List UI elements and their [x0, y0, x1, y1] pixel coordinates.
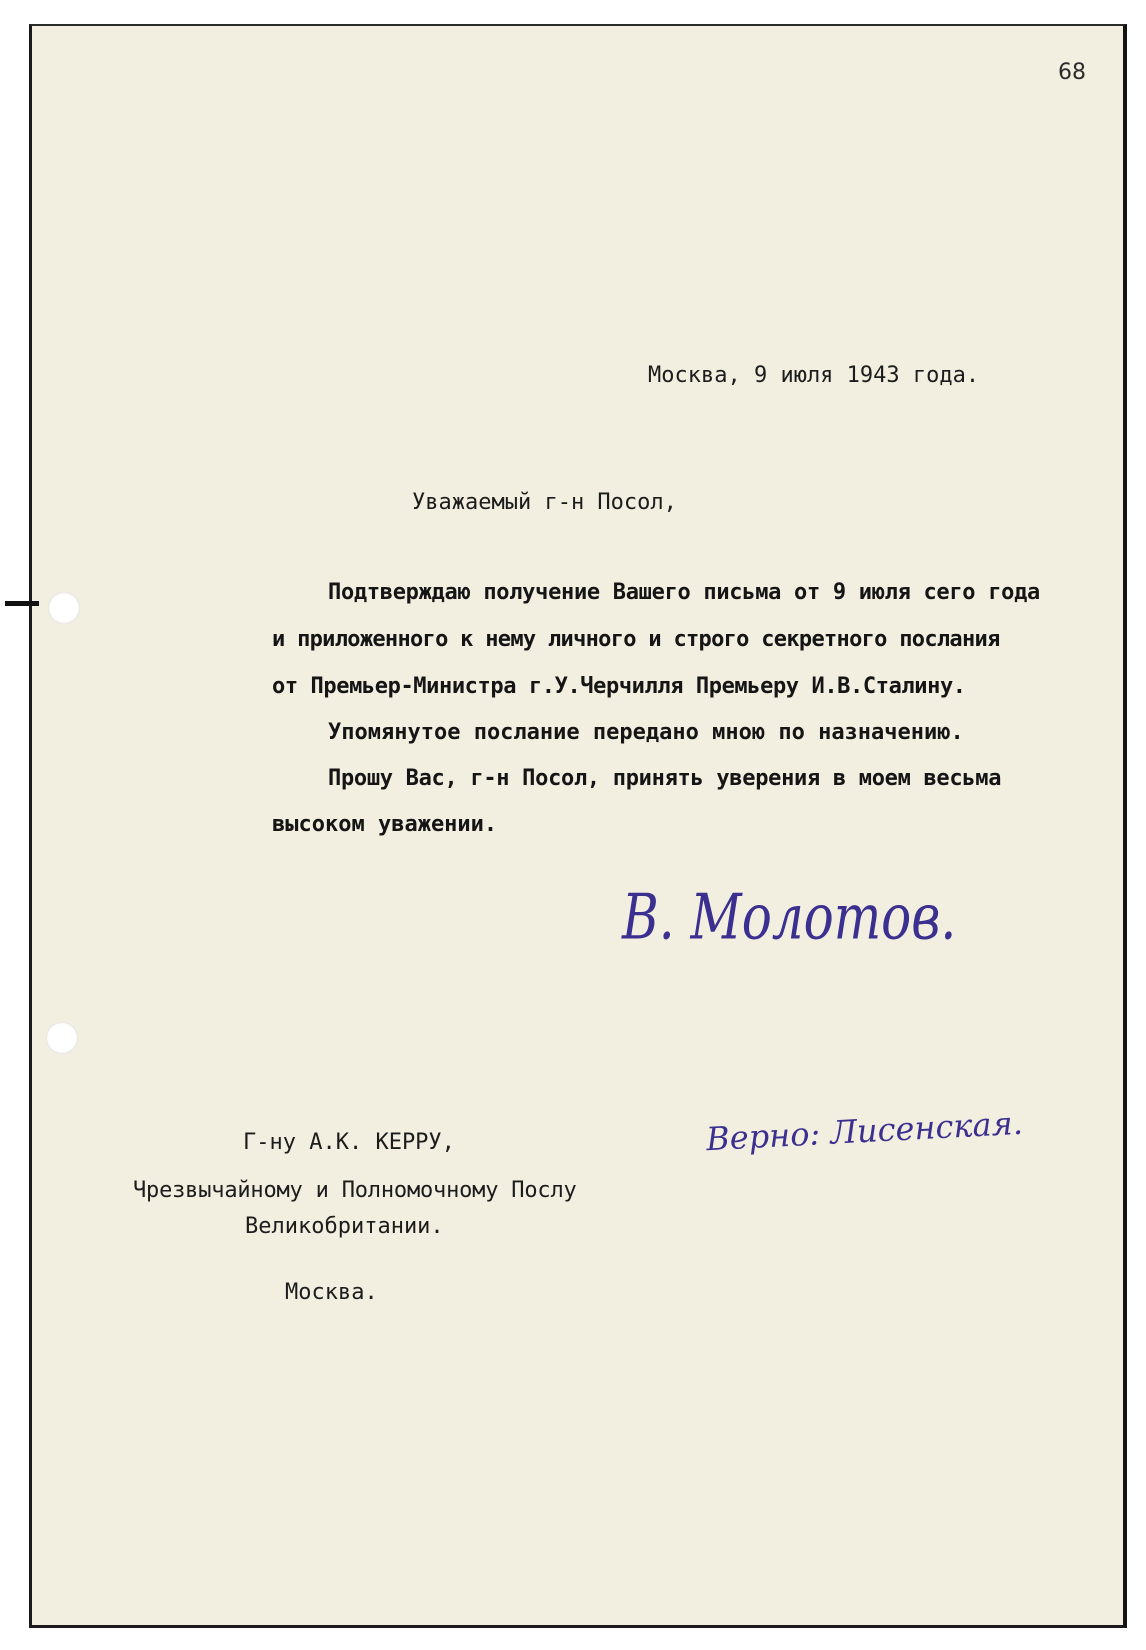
- addressee-name: Г-ну А.К. КЕРРУ,: [243, 1130, 455, 1155]
- addressee-city: Москва.: [285, 1280, 378, 1305]
- margin-mark: [5, 601, 39, 606]
- punch-hole-bottom: [46, 1022, 78, 1054]
- body-line: Упомянутое послание передано мною по назначению.: [328, 720, 964, 745]
- punch-hole-top: [48, 592, 80, 624]
- addressee-title-2: Великобритании.: [245, 1214, 444, 1239]
- body-line: Подтверждаю получение Вашего письма от 9 июля сего года: [328, 580, 1040, 605]
- addressee-title-1: Чрезвычайному и Полномочному Послу: [133, 1178, 577, 1203]
- body-line: от Премьер-Министра г.У.Черчилля Премьеру И.В.Сталину.: [272, 674, 966, 699]
- body-line: высоком уважении.: [272, 812, 498, 837]
- salutation: Уважаемый г-н Посол,: [412, 490, 677, 515]
- page-number: 68: [1058, 60, 1086, 85]
- body-line: и приложенного к нему личного и строго секретного послания: [272, 627, 1000, 652]
- signature: В. Молотов.: [622, 880, 957, 954]
- certification-note: Верно: Лисенская.: [705, 1103, 1024, 1159]
- paper-sheet: [29, 24, 1127, 1628]
- body-line: Прошу Вас, г-н Посол, принять уверения в моем весьма: [328, 766, 1002, 791]
- place-date: Москва, 9 июля 1943 года.: [648, 363, 980, 388]
